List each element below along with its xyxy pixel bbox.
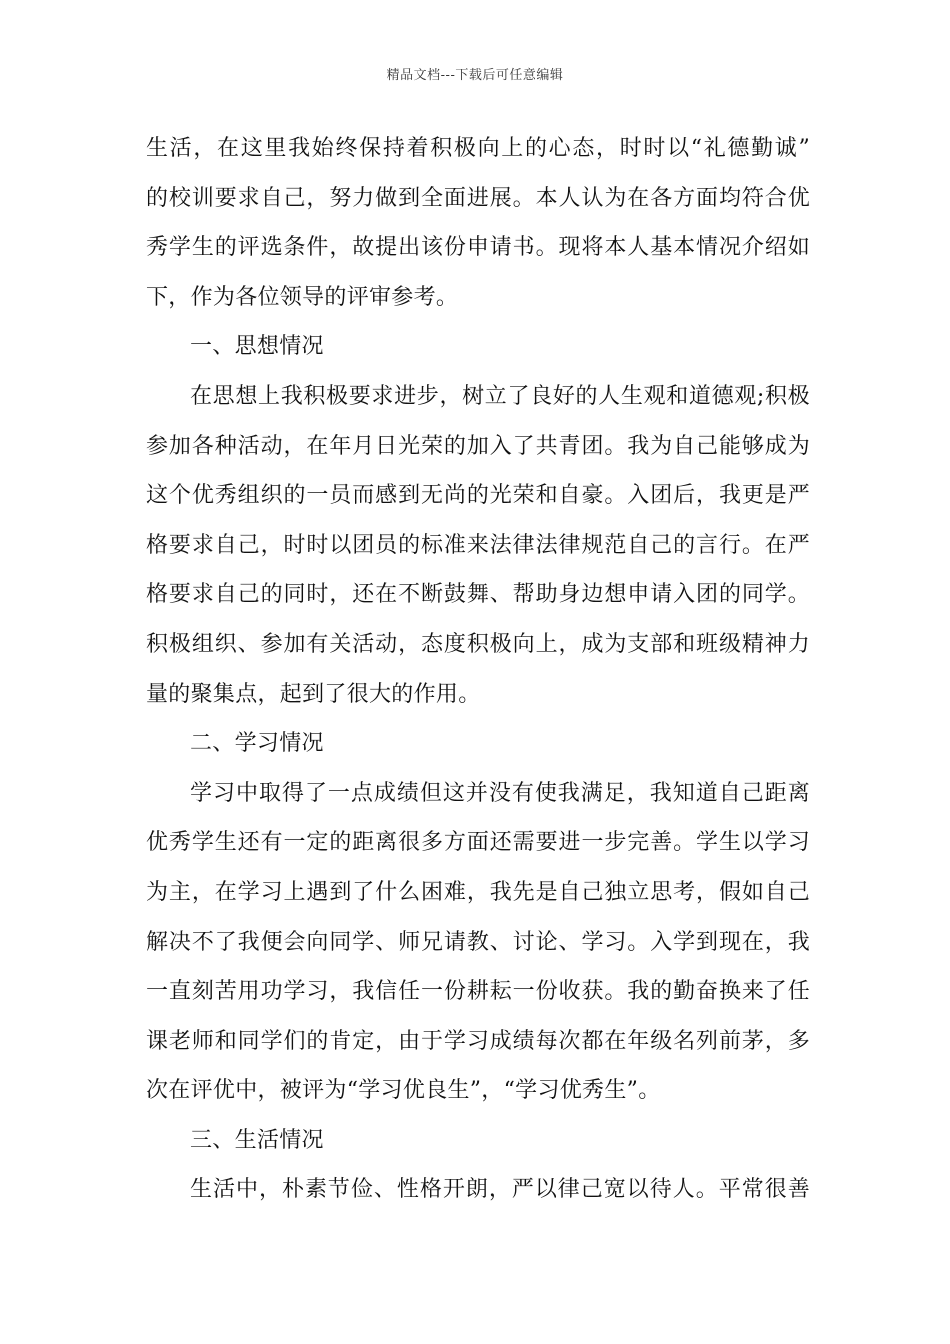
text-line: 解决不了我便会向同学、师兄请教、讨论、学习。入学到现在，我	[146, 929, 810, 955]
text-line: 三、生活情况	[190, 1127, 324, 1153]
text-line: 次在评优中，被评为“学习优良生”，“学习优秀生”。	[146, 1078, 661, 1104]
text-line: 参加各种活动，在年月日光荣的加入了共青团。我为自己能够成为	[146, 433, 810, 459]
text-line: 量的聚集点，起到了很大的作用。	[146, 681, 481, 707]
text-line: 这个优秀组织的一员而感到无尚的光荣和自豪。入团后，我更是严	[146, 483, 810, 509]
text-line: 格要求自己，时时以团员的标准来法律法律规范自己的言行。在严	[146, 532, 810, 558]
document-body	[146, 124, 810, 1215]
page-header: 精品文档---下载后可任意编辑	[386, 68, 564, 83]
text-line: 学习中取得了一点成绩但这并没有使我满足，我知道自己距离	[190, 780, 810, 806]
text-line: 优秀学生还有一定的距离很多方面还需要进一步完善。学生以学习	[146, 830, 810, 856]
text-line: 生活中，朴素节俭、性格开朗，严以律己宽以待人。平常很善	[190, 1177, 810, 1203]
text-line: 下，作为各位领导的评审参考。	[146, 284, 459, 310]
text-line: 积极组织、参加有关活动，态度积极向上，成为支部和班级精神力	[146, 631, 810, 657]
text-line: 的校训要求自己，努力做到全面进展。本人认为在各方面均符合优	[146, 185, 810, 211]
text-line: 格要求自己的同时，还在不断鼓舞、帮助身边想申请入团的同学。	[146, 582, 810, 608]
text-line: 二、学习情况	[190, 731, 324, 757]
text-line: 为主，在学习上遇到了什么困难，我先是自己独立思考，假如自己	[146, 879, 810, 905]
text-line: 在思想上我积极要求进步，树立了良好的人生观和道德观;积极	[190, 383, 810, 409]
text-line: 秀学生的评选条件，故提出该份申请书。现将本人基本情况介绍如	[146, 235, 810, 261]
text-line: 一、思想情况	[190, 334, 324, 360]
text-line: 生活，在这里我始终保持着积极向上的心态，时时以“礼德勤诚”	[146, 136, 810, 161]
text-line: 课老师和同学们的肯定，由于学习成绩每次都在年级名列前茅，多	[146, 1028, 810, 1054]
text-line: 一直刻苦用功学习，我信任一份耕耘一份收获。我的勤奋换来了任	[146, 979, 810, 1005]
